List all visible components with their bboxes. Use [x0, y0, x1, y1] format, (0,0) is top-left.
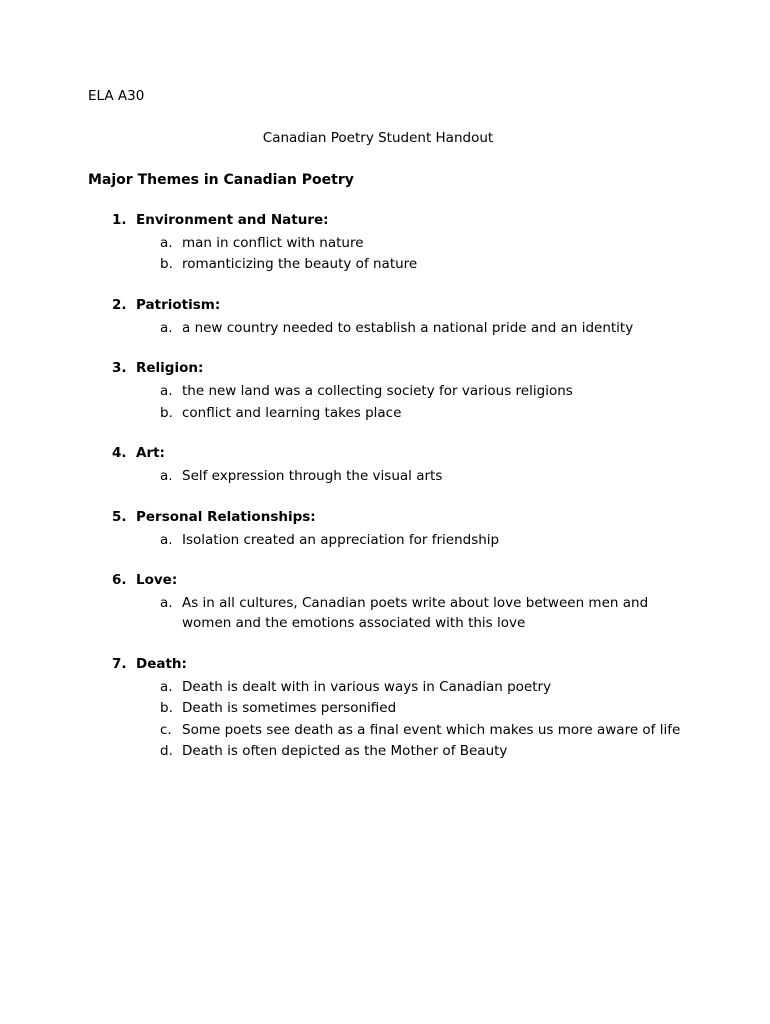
subitem-letter: a. [160, 678, 173, 695]
subitem-text: Death is dealt with in various ways in Canadian poetry [182, 678, 552, 695]
theme-number: 5. [112, 508, 127, 525]
theme-item [88, 509, 698, 551]
theme-number: 7. [112, 655, 127, 672]
theme-subitem [88, 404, 698, 424]
theme-label: Art: [136, 445, 165, 462]
theme-subitem [88, 699, 698, 719]
theme-subitem [88, 531, 698, 551]
theme-subitems [88, 382, 698, 423]
theme-subitem [88, 319, 698, 339]
theme-number: 4. [112, 445, 127, 462]
subitem-text: conflict and learning takes place [182, 404, 402, 421]
theme-number: 2. [112, 296, 127, 313]
theme-subitems [88, 594, 698, 633]
subitem-text: a new country needed to establish a national pride and an identity [182, 319, 634, 336]
subitem-letter: a. [160, 319, 173, 336]
theme-heading [112, 509, 698, 525]
theme-heading [112, 572, 698, 588]
theme-heading [112, 656, 698, 672]
theme-item [88, 572, 698, 633]
subitem-text: Isolation created an appreciation for friendship [182, 531, 500, 548]
subitem-text: man in conflict with nature [182, 234, 364, 251]
subitem-letter: d. [160, 743, 173, 760]
theme-subitem [88, 594, 698, 633]
subitem-letter: a. [160, 531, 173, 548]
section-title: Major Themes in Canadian Poetry [88, 171, 354, 188]
themes-list [88, 212, 698, 762]
theme-heading [112, 297, 698, 313]
subitem-letter: a. [160, 468, 173, 485]
subitem-letter: a. [160, 595, 173, 612]
subitem-letter: b. [160, 700, 173, 717]
theme-subitem [88, 721, 698, 741]
theme-subitem [88, 467, 698, 487]
theme-subitems [88, 234, 698, 275]
subitem-text: Death is often depicted as the Mother of Beauty [182, 743, 508, 760]
theme-label: Religion: [136, 360, 204, 377]
subitem-letter: a. [160, 234, 173, 251]
theme-item [88, 297, 698, 339]
theme-subitem [88, 255, 698, 275]
subitem-letter: c. [160, 721, 172, 738]
subitem-text: romanticizing the beauty of nature [182, 256, 418, 273]
theme-item [88, 212, 698, 275]
theme-subitem [88, 742, 698, 762]
theme-subitem [88, 678, 698, 698]
subitem-text: the new land was a collecting society for various religions [182, 383, 573, 400]
theme-item [88, 360, 698, 423]
theme-label: Personal Relationships: [136, 508, 316, 525]
theme-label: Death: [136, 655, 187, 672]
theme-label: Patriotism: [136, 296, 221, 313]
theme-label: Love: [136, 572, 178, 589]
theme-number: 6. [112, 572, 127, 589]
subitem-letter: b. [160, 404, 173, 421]
theme-subitems [88, 467, 698, 487]
theme-subitem [88, 382, 698, 402]
theme-subitem [88, 234, 698, 254]
subitem-letter: a. [160, 383, 173, 400]
theme-item [88, 445, 698, 487]
subitem-letter: b. [160, 256, 173, 273]
theme-heading [112, 212, 698, 228]
theme-heading [112, 360, 698, 376]
theme-subitems [88, 319, 698, 339]
theme-number: 1. [112, 211, 127, 228]
theme-label: Environment and Nature: [136, 211, 329, 228]
course-code: ELA A30 [88, 88, 145, 104]
subitem-text: As in all cultures, Canadian poets write about love between men and women and the emotions associated with this love [182, 595, 649, 632]
theme-subitems [88, 531, 698, 551]
subitem-text: Death is sometimes personified [182, 700, 397, 717]
theme-number: 3. [112, 360, 127, 377]
subitem-text: Self expression through the visual arts [182, 468, 443, 485]
subitem-text: Some poets see death as a final event which makes us more aware of life [182, 721, 681, 738]
theme-subitems [88, 678, 698, 762]
document-subtitle: Canadian Poetry Student Handout [262, 129, 494, 146]
theme-heading [112, 445, 698, 461]
theme-item [88, 656, 698, 762]
